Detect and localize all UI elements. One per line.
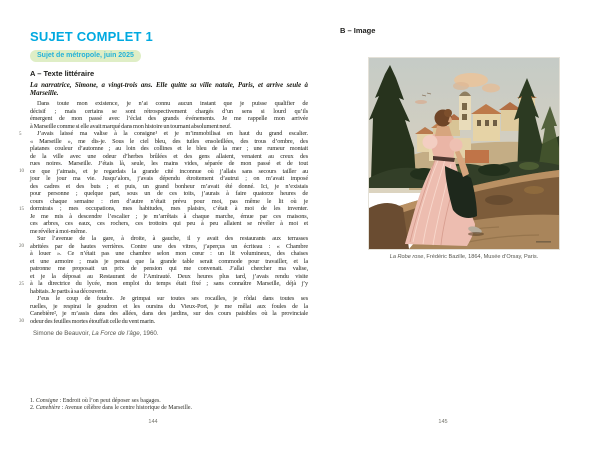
line-number: 15 [19, 206, 24, 212]
page-number-left: 144 [148, 419, 158, 425]
line-text: ces arbres, ces eaux, ces rochers, ces trottoirs qui peu à peu allaient se révéler à moi et [30, 220, 308, 227]
text-line [30, 115, 308, 123]
line-text: à louer ». Ce n’était pas une chambre selon mon cœur : un lit volumineux, des chaises [30, 250, 308, 257]
line-text: platanes couleur d’automne ; au loin des collines et le bleu de la mer ; une rumeur montait [30, 145, 308, 152]
line-text: de la ville avec une odeur d’herbes brûlées et des gens allaient, venaient au creux des [30, 152, 308, 160]
line-text: « Marseille », me dis-je. Sous le ciel bleu, des tuiles ensoleillées, des trous d’ombre, des [30, 137, 308, 145]
line-text: ruelles, je respirai le goudron et les oursins du Vieux-Port, je me mêlai aux foules de la [30, 302, 308, 310]
text-line [30, 190, 308, 198]
text-line [30, 258, 308, 266]
intro-text: La narratrice, Simone, a vingt-trois ans. Elle quitte sa ville natale, Paris, et arrive seule à Marseille. [30, 82, 308, 98]
line-text: décisif ; mais certains se sont rétrospectivement chargés d’un sens si lourd qu’ils [30, 107, 308, 115]
section-heading-b: B – Image [340, 26, 376, 35]
line-text: ce que j’aimais, et je regardais la grande cité inconnue où j’allais sans secours tailler au [30, 167, 308, 175]
caption-details: , Frédéric Bazille, 1864, Musée d’Orsay, Paris. [423, 254, 539, 260]
text-line [30, 160, 308, 168]
wall-stone [485, 195, 513, 205]
line-text: patronne me proposait un prix de pension qui me convenait. J’allai chercher ma valise, [30, 265, 308, 272]
line-text: rues noires. Marseille. J’étais là, seule, les mains vides, séparée de mon passé et de tout [30, 160, 308, 167]
line-text: J’eus le coup de foudre. Je grimpai sur toutes ses rocailles, je rôdai dans toutes ses [37, 295, 308, 302]
text-line [30, 213, 308, 221]
text-line [30, 288, 308, 296]
artist-signature [536, 241, 551, 243]
text-line [30, 175, 308, 183]
text-body [19, 100, 308, 325]
cloud [415, 100, 427, 104]
source-line [33, 330, 159, 337]
text-line [30, 303, 308, 311]
text-line [30, 123, 308, 131]
cloud [482, 84, 500, 93]
source-year: , 1960. [139, 330, 159, 337]
line-text: Dans toute mon existence, je n’ai connu aucun instant que je puisse qualifier de [37, 100, 308, 107]
line-text: cours chaque semaine : rien d’autre n’était prévu pour moi, pas même le lit où je [30, 197, 308, 205]
text-line [30, 100, 308, 108]
line-text: habitais. Je partis à sa découverte. [30, 287, 108, 295]
line-text: odeur des feuilles mortes étouffait celle du vent marin. [30, 317, 156, 325]
line-number: 20 [19, 244, 24, 250]
line-number: 30 [19, 319, 24, 325]
text-line [19, 130, 308, 138]
line-number: 5 [19, 131, 22, 137]
line-text: et je la déposai au Restaurant de l’Amirauté. Deux heures plus tard, j’avais rendu visite [30, 272, 308, 280]
painting-la-robe-rose [368, 57, 560, 250]
bush [478, 164, 510, 176]
page-title: SUJET COMPLET 1 [30, 29, 153, 44]
caption-work-title: La Robe rose [389, 254, 424, 260]
text-line [30, 108, 308, 116]
text-line [19, 242, 308, 251]
line-text: jour le jour ma vie. Jusqu’alors, j’avais dépendu étroitement d’autrui ; on m’avait imposé [30, 175, 308, 182]
line-text: des cadres et des buts ; et puis, un grand bonheur m’avait été donné. Ici, je n’existais [30, 182, 308, 190]
line-text: me révéler à moi-même. [30, 227, 87, 235]
text-line [30, 183, 308, 191]
line-text: à Marseille comme si elle avait marqué dans mon histoire un tournant absolument neuf. [30, 122, 232, 130]
footnote-item: 2. Canebière : Avenue célèbre dans le centre historique de Marseille. [30, 405, 192, 412]
line-text: abritées par de hautes verrières. Contre une des vitres, j’aperçus un écriteau : « Chambre [30, 242, 308, 250]
line-text: Je me mis à descendre l’escalier ; je m’arrêtais à chaque marche, émue par ces maisons, [30, 212, 308, 220]
text-line [19, 205, 308, 213]
text-line [30, 235, 308, 243]
text-line [30, 153, 308, 161]
line-text: pour personne ; quelque part, sous un de ces toits, j’aurais à faire quatorze heures de [30, 190, 308, 197]
text-line [19, 317, 308, 326]
painting-caption [368, 254, 560, 260]
text-line [30, 145, 308, 153]
text-line [30, 265, 308, 273]
text-line [30, 273, 308, 281]
line-text: J’avais laissé ma valise à la consigne¹ et je m’immobilisai en haut du grand escalier. [37, 130, 308, 137]
source-work-title: La Force de l’âge [91, 330, 140, 337]
page-number-right: 145 [438, 419, 448, 425]
line-text: Sur l’avenue de la gare, à droite, à gauche, il y avait des restaurants aux terrasses [37, 235, 308, 242]
rocks-left [369, 203, 409, 249]
footnote-item: 1. Consigne : Endroit où l’on peut déposer ses bagages. [30, 398, 161, 404]
footnotes [30, 398, 308, 412]
cloud [453, 82, 469, 90]
text-line [19, 167, 308, 176]
line-text: dormirais ; mes occupations, mes habitudes, mes plaisirs, c’était à moi de les inventer. [30, 205, 308, 212]
section-heading-a: A – Texte littéraire [30, 69, 95, 78]
source-author: Simone de Beauvoir, [33, 330, 92, 337]
line-text: et une armoire ; mais je pensai que la grande table serait commode pour travailler, et la [30, 257, 308, 265]
text-line [30, 220, 308, 228]
text-line [30, 310, 308, 318]
line-number: 25 [19, 281, 24, 287]
line-text: Canebière², je m’assis dans des allées, dans des jardins, sur des cours paisibles où la provinciale [30, 310, 308, 317]
text-line [30, 138, 308, 146]
text-line [30, 250, 308, 258]
line-text: émergent de mon passé avec l’éclat des grands événements. Je me rappelle mon arrivée [30, 115, 308, 122]
text-line [30, 228, 308, 236]
subject-badge: Sujet de métropole, juin 2025 [30, 50, 141, 62]
text-line [19, 280, 308, 288]
text-line [30, 295, 308, 303]
line-text: à la directrice du lycée, mon emploi du temps était fixé ; sans connaître Marseille, déjà j’y [30, 280, 308, 287]
wall-stone [524, 186, 544, 194]
bush [519, 162, 539, 170]
text-line [30, 198, 308, 206]
line-number: 10 [19, 169, 24, 175]
